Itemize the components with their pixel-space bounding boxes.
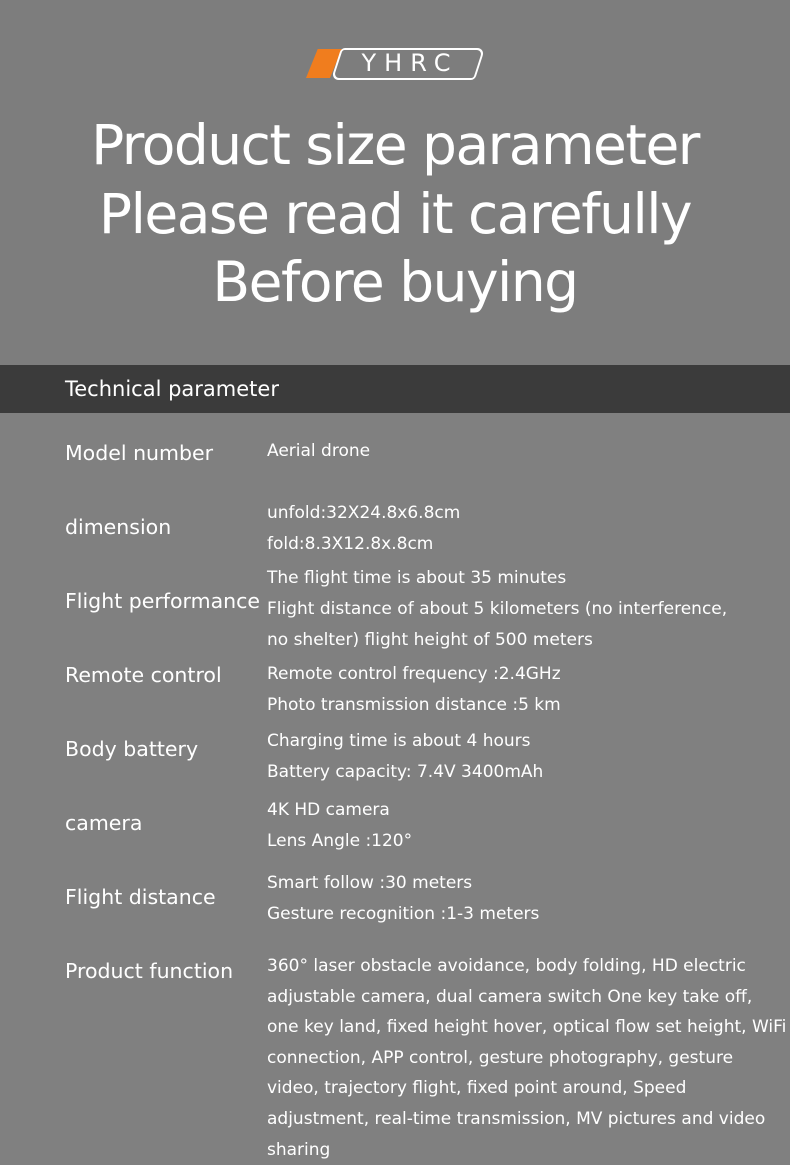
param-value-line: Battery capacity: 7.4V 3400mAh bbox=[267, 762, 544, 782]
param-value-line: Flight distance of about 5 kilometers (no interference, bbox=[267, 599, 728, 619]
param-value-line: Photo transmission distance :5 km bbox=[267, 695, 561, 715]
brand-logo bbox=[306, 46, 484, 80]
param-value-line: Aerial drone bbox=[267, 441, 371, 461]
param-label-product-function: Product function bbox=[65, 959, 234, 983]
section-title: Technical parameter bbox=[65, 377, 279, 401]
param-label-flight-distance: Flight distance bbox=[65, 885, 216, 909]
logo-text: YHRC bbox=[361, 49, 459, 77]
param-label-camera: camera bbox=[65, 811, 143, 835]
param-value-line: fold:8.3X12.8x.8cm bbox=[267, 534, 434, 554]
param-value-line: Charging time is about 4 hours bbox=[267, 731, 531, 751]
param-value-line: Lens Angle :120° bbox=[267, 831, 413, 851]
headline-line-3: Before buying bbox=[212, 250, 578, 314]
param-label-dimension: dimension bbox=[65, 515, 172, 539]
param-value-line: Smart follow :30 meters bbox=[267, 873, 473, 893]
headline-line-1: Product size parameter bbox=[91, 113, 699, 177]
param-value-product-function: 360° laser obstacle avoidance, body folding, HD electric adjustable camera, dual camera switch One key take off, one key land, fixed height hover, optical flow set height, WiFi connection, APP control, gesture photography, gesture video, trajectory flight, fixed point around, Speed adjustment, real-time transmission, MV pictures and video sharing bbox=[267, 956, 787, 1160]
param-label-model-number: Model number bbox=[65, 441, 214, 465]
headline-line-2: Please read it carefully bbox=[98, 182, 692, 246]
param-value-body-battery bbox=[267, 726, 543, 788]
param-label-flight-performance: Flight performance bbox=[65, 589, 261, 613]
param-value-remote-control bbox=[267, 659, 561, 721]
param-label-remote-control: Remote control bbox=[65, 663, 222, 687]
section-header-band bbox=[0, 365, 790, 413]
param-value-line: no shelter) flight height of 500 meters bbox=[267, 630, 593, 650]
param-value-line: The flight time is about 35 minutes bbox=[267, 568, 567, 588]
param-value-line: 4K HD camera bbox=[267, 800, 390, 820]
param-value-line: unfold:32X24.8x6.8cm bbox=[267, 503, 461, 523]
param-value-camera bbox=[267, 795, 412, 857]
param-value-flight-distance bbox=[267, 868, 539, 930]
param-value-line: Remote control frequency :2.4GHz bbox=[267, 664, 561, 684]
param-value-model-number bbox=[267, 436, 370, 467]
param-value-line: Gesture recognition :1-3 meters bbox=[267, 904, 540, 924]
param-value-flight-performance bbox=[267, 563, 727, 656]
param-label-body-battery: Body battery bbox=[65, 737, 199, 761]
param-value-dimension bbox=[267, 498, 460, 560]
